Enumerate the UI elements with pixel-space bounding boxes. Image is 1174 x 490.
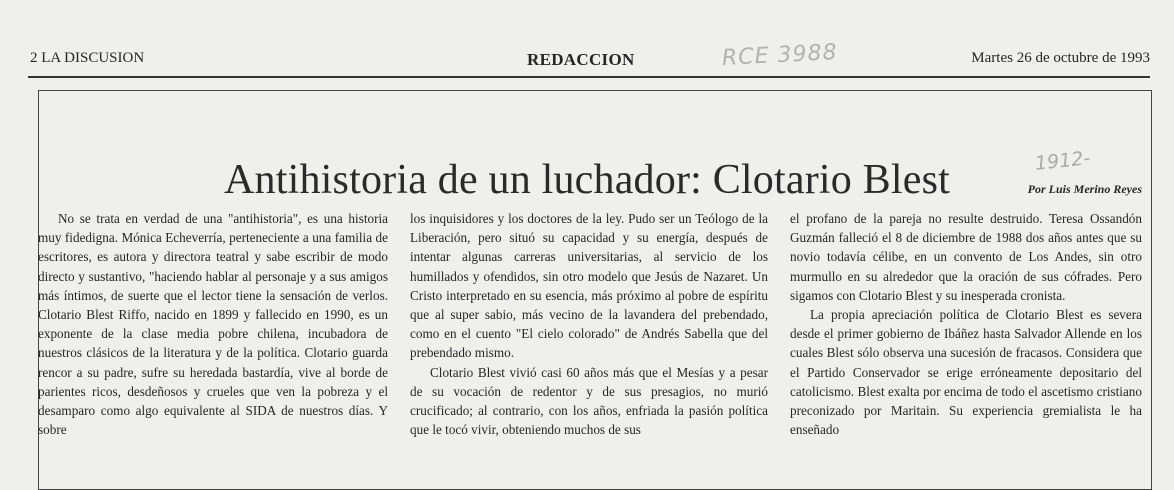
paragraph: el profano de la pareja no resulte destruido. Teresa Ossandón Guzmán falleció el 8 de diciembre de 1988 dos años antes que su novio todavía célibe, en un convento de Los Andes, sin otro murmullo en su alrededor que la oración de sus cófrades. Pero sigamos con Clotario Blest y su inesperada cronista. bbox=[790, 211, 1142, 303]
paragraph: Clotario Blest vivió casi 60 años más que el Mesías y a pesar de su vocación de redentor y de sus presagios, no murió crucificado; al contrario, con los años, enfriada la pasión política que le tocó vivir, obteniendo muchos de sus bbox=[410, 364, 768, 438]
article-title: Antihistoria de un luchador: Clotario Blest bbox=[224, 157, 950, 204]
handwritten-year: 1912- bbox=[1034, 147, 1092, 175]
page-number-and-newspaper: 2 LA DISCUSION bbox=[30, 50, 145, 66]
section-name: REDACCION bbox=[527, 50, 635, 69]
paragraph: No se trata en verdad de una "antihistoria", es una historia muy fidedigna. Mónica Echeverría, perteneciente a una familia de escritores, es autora y directora teatral y sabe escribir de modo directo y sustantivo, "haciendo hablar al personaje y a sus amigos más íntimos, de suerte que el lector tiene la sensación de verlos. Clotario Blest Riffo, nacido en 1899 y fallecido en 1990, es un exponente de la clase media pobre chilena, incubadora de nuestros clásicos de la literatura y de la política. Clotario guarda rencor a su padre, sufre su heredada bastardía, vive al borde de parientes ricos, desdeñosos y crueles que ven la pobreza y el desamparo como algo equivalente al SIDA de nuestros días. Y sobre bbox=[38, 211, 388, 438]
article-column-3 bbox=[790, 209, 1142, 469]
article-byline: Por Luis Merino Reyes bbox=[1027, 182, 1142, 196]
paragraph: los inquisidores y los doctores de la ley. Pudo ser un Teólogo de la Liberación, pero situó su capacidad y su energía, después de intentar algunas carreras universitarias, al servicio de los humillados y ofendidos, sin otro modelo que Jesús de Nazaret. Un Cristo interpretado en su esencia, más próximo al pobre de espíritu que al super sabio, más vecino de la lavandera del prebendado, como en el cuento "El cielo colorado" de Andrés Sabella que del prebendado mismo. bbox=[410, 211, 768, 361]
article-column-2 bbox=[410, 209, 768, 469]
issue-date: Martes 26 de octubre de 1993 bbox=[971, 50, 1150, 66]
header-rule bbox=[28, 76, 1150, 78]
paragraph: La propia apreciación política de Clotario Blest es severa desde el primer gobierno de Ibáñez hasta Salvador Allende en los cuales Blest sólo observa una sucesión de fracasos. Considera que el Partido Conservador se erige erróneamente depositario del catolicismo. Blest exalta por encima de todo el ascetismo cristiano preconizado por Maritain. Su experiencia gremialista le ha enseñado bbox=[790, 307, 1142, 438]
handwritten-archive-code: RCE 3988 bbox=[721, 39, 839, 72]
article-column-1 bbox=[38, 209, 388, 469]
